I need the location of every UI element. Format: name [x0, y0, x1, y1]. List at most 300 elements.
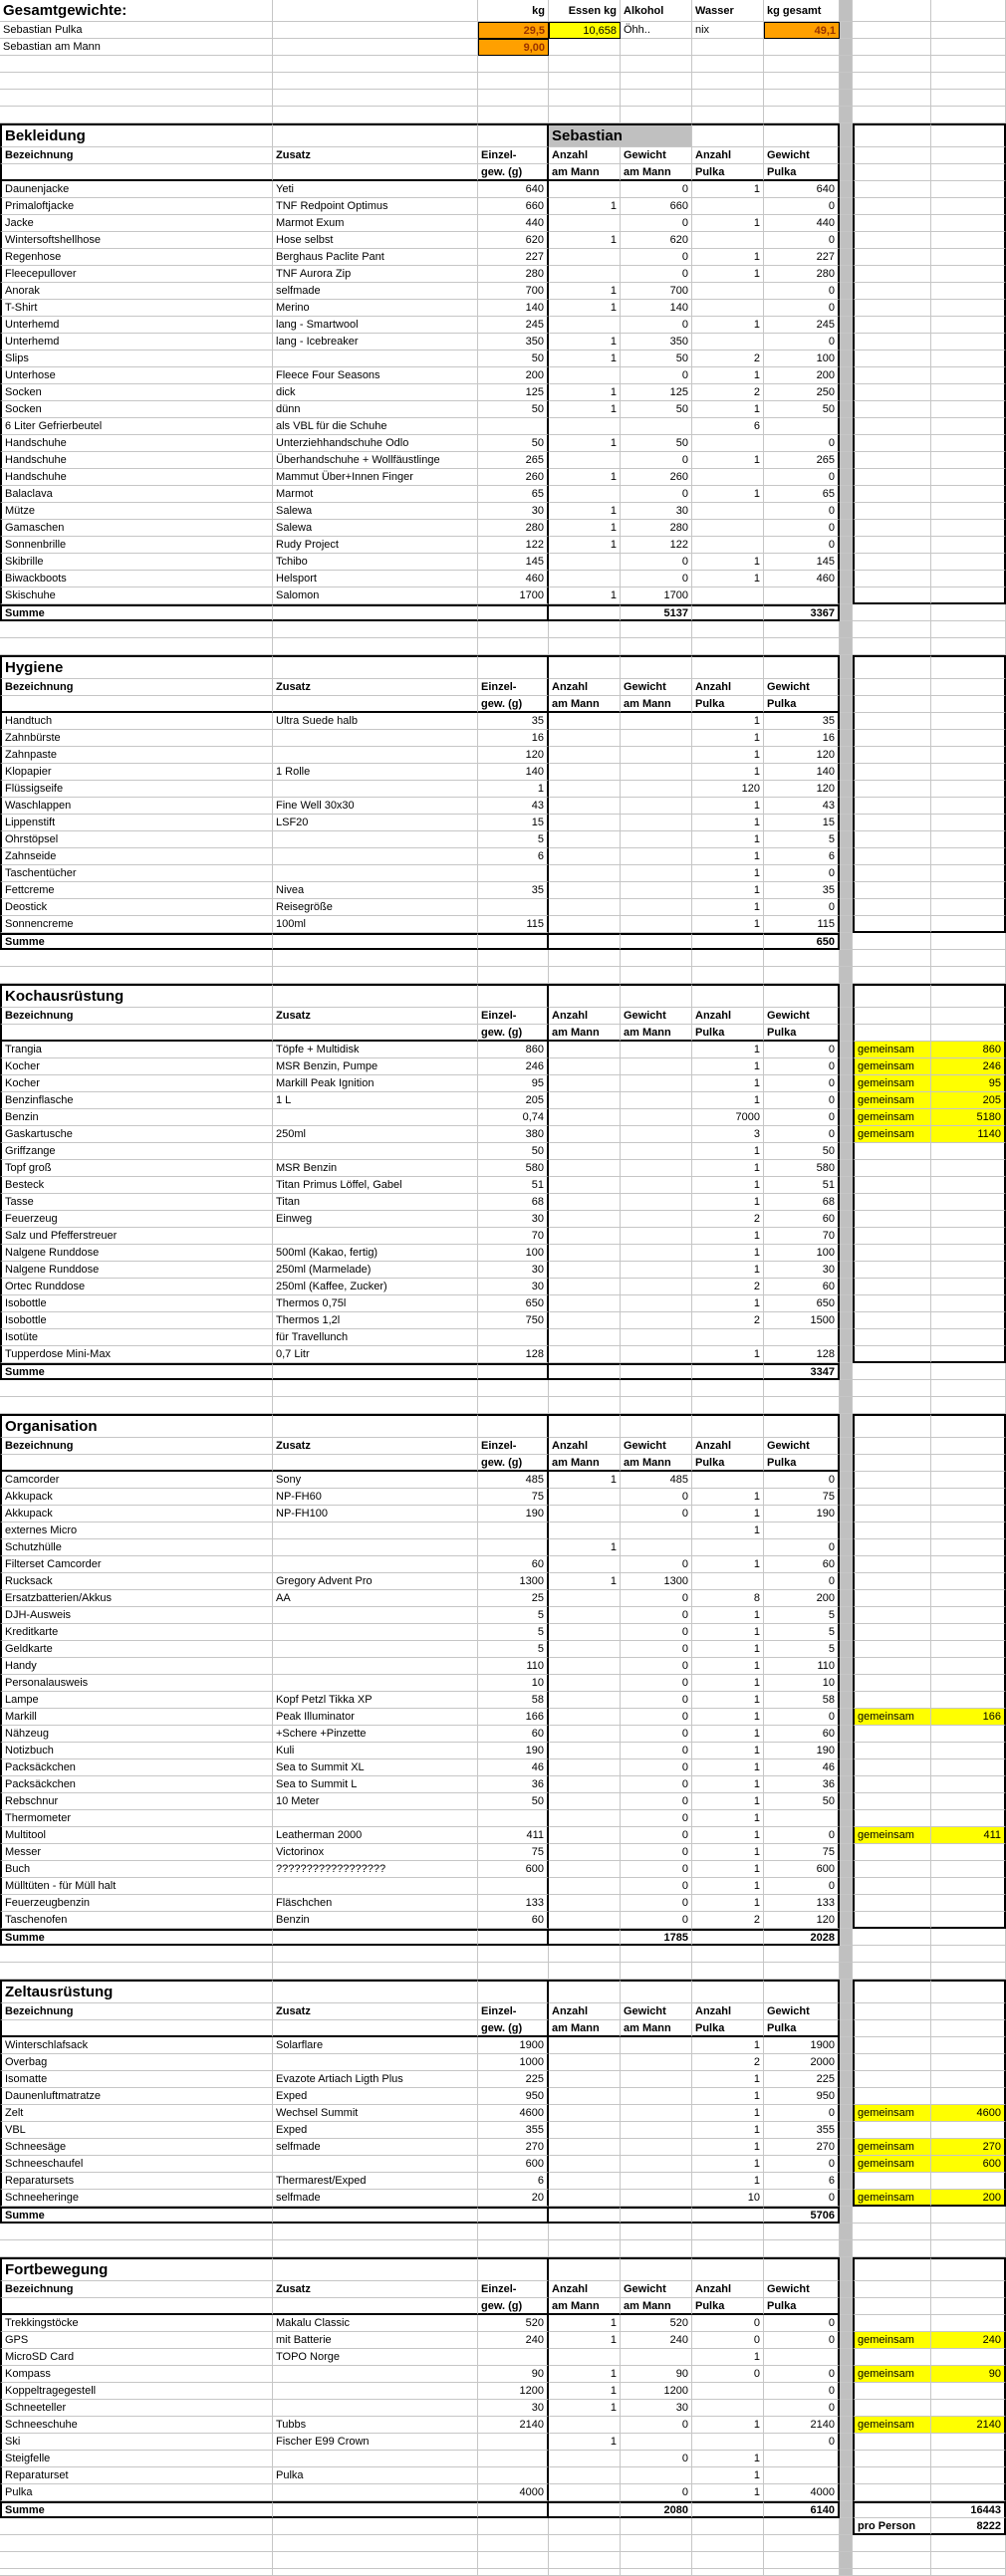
empty-cell[interactable] — [931, 865, 1006, 882]
spacer-col-cell[interactable] — [840, 2257, 853, 2281]
column-header-bezeichnung[interactable] — [0, 2020, 273, 2037]
item-einzelgew-cell[interactable]: 60 — [478, 1726, 549, 1743]
item-zusatz-cell[interactable]: Salewa — [273, 520, 478, 537]
spacer-col-cell[interactable] — [840, 713, 853, 730]
empty-cell[interactable] — [931, 848, 1006, 865]
item-anzahl-pulka-cell[interactable]: 1 — [692, 2173, 764, 2190]
empty-cell[interactable] — [931, 147, 1006, 164]
essen-kg-value-cell[interactable] — [549, 39, 621, 56]
item-einzelgew-cell[interactable]: 50 — [478, 1143, 549, 1160]
empty-cell[interactable] — [931, 2400, 1006, 2417]
pro-person-label-cell[interactable]: pro Person — [853, 2518, 931, 2535]
item-name-cell[interactable]: Ski — [0, 2434, 273, 2451]
item-zusatz-cell[interactable]: Exped — [273, 2088, 478, 2105]
item-anzahl-pulka-cell[interactable]: 1 — [692, 882, 764, 899]
item-anzahl-am-mann-cell[interactable] — [549, 1743, 621, 1759]
empty-cell[interactable] — [853, 317, 931, 334]
spacer-col-cell[interactable] — [840, 2535, 853, 2552]
item-gewicht-am-mann-cell[interactable]: 0 — [621, 1607, 692, 1624]
empty-cell[interactable] — [853, 164, 931, 181]
spacer-col-cell[interactable] — [840, 2207, 853, 2224]
item-gewicht-am-mann-cell[interactable] — [621, 1126, 692, 1143]
empty-cell[interactable] — [931, 2349, 1006, 2366]
item-gewicht-pulka-cell[interactable] — [764, 418, 840, 435]
item-name-cell[interactable]: Pulka — [0, 2484, 273, 2501]
item-anzahl-am-mann-cell[interactable] — [549, 1522, 621, 1539]
empty-cell[interactable] — [853, 266, 931, 283]
spacer-col-cell[interactable] — [840, 1590, 853, 1607]
item-zusatz-cell[interactable]: selfmade — [273, 2190, 478, 2207]
item-name-cell[interactable]: Packsäckchen — [0, 1776, 273, 1793]
item-anzahl-am-mann-cell[interactable] — [549, 266, 621, 283]
item-anzahl-am-mann-cell[interactable] — [549, 815, 621, 831]
empty-cell[interactable] — [853, 604, 931, 621]
item-name-cell[interactable]: Rucksack — [0, 1573, 273, 1590]
item-einzelgew-cell[interactable]: 75 — [478, 1844, 549, 1861]
empty-cell[interactable] — [931, 1556, 1006, 1573]
item-einzelgew-cell[interactable]: 380 — [478, 1126, 549, 1143]
empty-cell[interactable] — [931, 747, 1006, 764]
column-header-zusatz[interactable]: Zusatz — [273, 1438, 478, 1455]
item-gewicht-am-mann-cell[interactable]: 0 — [621, 1793, 692, 1810]
item-zusatz-cell[interactable] — [273, 1522, 478, 1539]
spacer-col-cell[interactable] — [840, 90, 853, 107]
item-zusatz-cell[interactable]: Fleece Four Seasons — [273, 367, 478, 384]
empty-cell[interactable] — [853, 384, 931, 401]
spacer-col-cell[interactable] — [840, 2501, 853, 2518]
spacer-col-cell[interactable] — [840, 435, 853, 452]
item-zusatz-cell[interactable]: 250ml (Kaffee, Zucker) — [273, 1279, 478, 1295]
item-anzahl-am-mann-cell[interactable] — [549, 2037, 621, 2054]
empty-cell[interactable] — [853, 2383, 931, 2400]
item-gewicht-am-mann-cell[interactable]: 140 — [621, 300, 692, 317]
item-einzelgew-cell[interactable]: 950 — [478, 2088, 549, 2105]
empty-cell[interactable] — [273, 123, 478, 147]
item-anzahl-pulka-cell[interactable]: 1 — [692, 1075, 764, 1092]
item-gewicht-am-mann-cell[interactable] — [621, 2434, 692, 2451]
item-name-cell[interactable]: Handtuch — [0, 713, 273, 730]
item-name-cell[interactable]: Trangia — [0, 1042, 273, 1058]
item-name-cell[interactable]: Kocher — [0, 1058, 273, 1075]
item-zusatz-cell[interactable]: Evazote Artiach Ligth Plus — [273, 2071, 478, 2088]
item-name-cell[interactable]: Fleecepullover — [0, 266, 273, 283]
item-gewicht-pulka-cell[interactable]: 140 — [764, 764, 840, 781]
item-gewicht-pulka-cell[interactable]: 0 — [764, 1539, 840, 1556]
empty-cell[interactable] — [0, 950, 273, 967]
gemeinsam-cell[interactable]: gemeinsam — [853, 1827, 931, 1844]
empty-cell[interactable] — [273, 984, 478, 1008]
empty-cell[interactable] — [853, 2071, 931, 2088]
empty-cell[interactable] — [853, 848, 931, 865]
spacer-col-cell[interactable] — [840, 1472, 853, 1489]
item-anzahl-pulka-cell[interactable] — [692, 503, 764, 520]
item-name-cell[interactable]: Unterhose — [0, 367, 273, 384]
empty-cell[interactable] — [853, 2207, 931, 2224]
column-header-anzahl-pulka[interactable]: Pulka — [692, 164, 764, 181]
item-gewicht-pulka-cell[interactable]: 1500 — [764, 1312, 840, 1329]
empty-cell[interactable] — [931, 679, 1006, 696]
item-gewicht-pulka-cell[interactable]: 100 — [764, 1245, 840, 1262]
empty-cell[interactable] — [853, 1861, 931, 1878]
item-einzelgew-cell[interactable]: 640 — [478, 181, 549, 198]
item-gewicht-pulka-cell[interactable]: 280 — [764, 266, 840, 283]
item-gewicht-pulka-cell[interactable] — [764, 1329, 840, 1346]
item-einzelgew-cell[interactable]: 0,74 — [478, 1109, 549, 1126]
item-einzelgew-cell[interactable]: 90 — [478, 2366, 549, 2383]
item-gewicht-am-mann-cell[interactable]: 0 — [621, 1658, 692, 1675]
item-gewicht-pulka-cell[interactable]: 0 — [764, 1709, 840, 1726]
item-gewicht-pulka-cell[interactable]: 200 — [764, 1590, 840, 1607]
empty-cell[interactable] — [549, 933, 621, 950]
empty-cell[interactable] — [692, 73, 764, 90]
item-anzahl-am-mann-cell[interactable]: 1 — [549, 232, 621, 249]
item-gewicht-am-mann-cell[interactable]: 0 — [621, 1912, 692, 1929]
empty-cell[interactable] — [478, 107, 549, 123]
item-name-cell[interactable]: Schneeteller — [0, 2400, 273, 2417]
item-anzahl-am-mann-cell[interactable] — [549, 1692, 621, 1709]
item-gewicht-am-mann-cell[interactable] — [621, 781, 692, 798]
item-zusatz-cell[interactable]: 250ml — [273, 1126, 478, 1143]
spacer-col-cell[interactable] — [840, 384, 853, 401]
item-name-cell[interactable]: Geldkarte — [0, 1641, 273, 1658]
empty-cell[interactable] — [853, 899, 931, 916]
column-header-einzelgew[interactable]: gew. (g) — [478, 164, 549, 181]
empty-cell[interactable] — [621, 56, 692, 73]
empty-cell[interactable] — [478, 604, 549, 621]
column-header-gewicht-pulka[interactable]: Gewicht — [764, 1008, 840, 1025]
empty-cell[interactable] — [478, 638, 549, 655]
spacer-col-cell[interactable] — [840, 815, 853, 831]
spacer-col-cell[interactable] — [840, 164, 853, 181]
spacer-col-cell[interactable] — [840, 1329, 853, 1346]
item-zusatz-cell[interactable] — [273, 1556, 478, 1573]
empty-cell[interactable] — [853, 798, 931, 815]
item-name-cell[interactable]: Biwackboots — [0, 571, 273, 587]
item-anzahl-pulka-cell[interactable]: 1 — [692, 1042, 764, 1058]
empty-cell[interactable] — [692, 2224, 764, 2240]
item-anzahl-pulka-cell[interactable]: 1 — [692, 181, 764, 198]
empty-cell[interactable] — [931, 1279, 1006, 1295]
item-anzahl-pulka-cell[interactable]: 1 — [692, 317, 764, 334]
empty-cell[interactable] — [764, 107, 840, 123]
item-anzahl-pulka-cell[interactable]: 1 — [692, 815, 764, 831]
empty-cell[interactable] — [931, 1143, 1006, 1160]
empty-cell[interactable] — [621, 638, 692, 655]
spacer-col-cell[interactable] — [840, 2281, 853, 2298]
empty-cell[interactable] — [273, 90, 478, 107]
person-name-cell[interactable]: Sebastian am Mann — [0, 39, 273, 56]
item-gewicht-am-mann-cell[interactable]: 1200 — [621, 2383, 692, 2400]
item-einzelgew-cell[interactable]: 520 — [478, 2315, 549, 2332]
empty-cell[interactable] — [931, 469, 1006, 486]
spacer-col-cell[interactable] — [840, 1143, 853, 1160]
empty-cell[interactable] — [273, 22, 478, 39]
item-gewicht-am-mann-cell[interactable] — [621, 1160, 692, 1177]
empty-cell[interactable] — [853, 2569, 931, 2576]
empty-cell[interactable] — [549, 2224, 621, 2240]
empty-cell[interactable] — [621, 1963, 692, 1980]
column-header-anzahl-pulka[interactable]: Anzahl — [692, 1438, 764, 1455]
empty-cell[interactable] — [853, 198, 931, 215]
item-anzahl-am-mann-cell[interactable] — [549, 418, 621, 435]
item-einzelgew-cell[interactable] — [478, 1810, 549, 1827]
item-gewicht-pulka-cell[interactable]: 460 — [764, 571, 840, 587]
item-zusatz-cell[interactable]: Unterziehhandschuhe Odlo — [273, 435, 478, 452]
spacer-col-cell[interactable] — [840, 283, 853, 300]
item-name-cell[interactable]: Kreditkarte — [0, 1624, 273, 1641]
item-einzelgew-cell[interactable]: 205 — [478, 1092, 549, 1109]
empty-cell[interactable] — [0, 73, 273, 90]
item-zusatz-cell[interactable]: Helsport — [273, 571, 478, 587]
empty-cell[interactable] — [931, 1895, 1006, 1912]
empty-cell[interactable] — [853, 2467, 931, 2484]
item-anzahl-pulka-cell[interactable]: 1 — [692, 899, 764, 916]
item-anzahl-pulka-cell[interactable] — [692, 283, 764, 300]
item-einzelgew-cell[interactable]: 246 — [478, 1058, 549, 1075]
spacer-col-cell[interactable] — [840, 1058, 853, 1075]
item-zusatz-cell[interactable]: TNF Redpoint Optimus — [273, 198, 478, 215]
item-anzahl-am-mann-cell[interactable] — [549, 1675, 621, 1692]
item-zusatz-cell[interactable] — [273, 781, 478, 798]
item-gewicht-am-mann-cell[interactable] — [621, 2105, 692, 2122]
spacer-col-cell[interactable] — [840, 2315, 853, 2332]
item-zusatz-cell[interactable]: Kopf Petzl Tikka XP — [273, 1692, 478, 1709]
item-gewicht-pulka-cell[interactable]: 0 — [764, 2156, 840, 2173]
item-einzelgew-cell[interactable]: 25 — [478, 1590, 549, 1607]
empty-cell[interactable] — [853, 1143, 931, 1160]
empty-cell[interactable] — [931, 2037, 1006, 2054]
item-gewicht-pulka-cell[interactable]: 265 — [764, 452, 840, 469]
empty-cell[interactable] — [764, 655, 840, 679]
spacer-col-cell[interactable] — [840, 1743, 853, 1759]
empty-cell[interactable] — [931, 537, 1006, 554]
item-name-cell[interactable]: Packsäckchen — [0, 1759, 273, 1776]
spacer-col-cell[interactable] — [840, 1878, 853, 1895]
empty-cell[interactable] — [853, 1895, 931, 1912]
empty-cell[interactable] — [764, 2552, 840, 2569]
item-zusatz-cell[interactable] — [273, 2366, 478, 2383]
empty-cell[interactable] — [853, 747, 931, 764]
spacer-col-cell[interactable] — [840, 2451, 853, 2467]
column-header-zusatz[interactable]: Zusatz — [273, 679, 478, 696]
item-einzelgew-cell[interactable]: 128 — [478, 1346, 549, 1363]
empty-cell[interactable] — [931, 1414, 1006, 1438]
item-name-cell[interactable]: Skibrille — [0, 554, 273, 571]
item-gewicht-pulka-cell[interactable]: 0 — [764, 1058, 840, 1075]
column-header-anzahl-pulka[interactable]: Pulka — [692, 2298, 764, 2315]
empty-cell[interactable] — [273, 1414, 478, 1438]
item-name-cell[interactable]: Feuerzeugbenzin — [0, 1895, 273, 1912]
item-zusatz-cell[interactable] — [273, 1624, 478, 1641]
empty-cell[interactable] — [931, 1726, 1006, 1743]
column-header-einzelgew[interactable]: Einzel- — [478, 679, 549, 696]
item-anzahl-pulka-cell[interactable]: 1 — [692, 1776, 764, 1793]
spacer-col-cell[interactable] — [840, 1692, 853, 1709]
item-gewicht-am-mann-cell[interactable]: 260 — [621, 469, 692, 486]
empty-cell[interactable] — [273, 2240, 478, 2257]
item-anzahl-pulka-cell[interactable]: 0 — [692, 2315, 764, 2332]
item-anzahl-pulka-cell[interactable]: 1 — [692, 1346, 764, 1363]
empty-cell[interactable] — [273, 1946, 478, 1963]
empty-cell[interactable] — [931, 1008, 1006, 1025]
summe-gewicht-pulka-cell[interactable]: 5706 — [764, 2207, 840, 2224]
item-einzelgew-cell[interactable]: 115 — [478, 916, 549, 933]
empty-cell[interactable] — [853, 1329, 931, 1346]
item-zusatz-cell[interactable]: dick — [273, 384, 478, 401]
column-header-bezeichnung[interactable] — [0, 164, 273, 181]
empty-cell[interactable] — [853, 1641, 931, 1658]
item-gewicht-pulka-cell[interactable]: 200 — [764, 367, 840, 384]
item-anzahl-pulka-cell[interactable]: 1 — [692, 848, 764, 865]
item-anzahl-am-mann-cell[interactable] — [549, 1776, 621, 1793]
item-zusatz-cell[interactable]: 100ml — [273, 916, 478, 933]
item-anzahl-am-mann-cell[interactable]: 1 — [549, 2434, 621, 2451]
item-gewicht-am-mann-cell[interactable] — [621, 2139, 692, 2156]
item-zusatz-cell[interactable]: Thermos 0,75l — [273, 1295, 478, 1312]
section-title[interactable]: Organisation — [0, 1414, 273, 1438]
empty-cell[interactable] — [853, 831, 931, 848]
item-gewicht-pulka-cell[interactable]: 580 — [764, 1160, 840, 1177]
item-zusatz-cell[interactable]: 1 L — [273, 1092, 478, 1109]
empty-cell[interactable] — [478, 73, 549, 90]
empty-cell[interactable] — [853, 2003, 931, 2020]
empty-cell[interactable] — [853, 1556, 931, 1573]
item-name-cell[interactable]: Gaskartusche — [0, 1126, 273, 1143]
item-anzahl-am-mann-cell[interactable] — [549, 798, 621, 815]
spacer-col-cell[interactable] — [840, 1607, 853, 1624]
item-anzahl-pulka-cell[interactable]: 3 — [692, 1126, 764, 1143]
item-gewicht-pulka-cell[interactable]: 600 — [764, 1861, 840, 1878]
item-einzelgew-cell[interactable]: 5 — [478, 1641, 549, 1658]
item-anzahl-pulka-cell[interactable]: 1 — [692, 1245, 764, 1262]
spacer-col-cell[interactable] — [840, 452, 853, 469]
spacer-col-cell[interactable] — [840, 2332, 853, 2349]
item-anzahl-pulka-cell[interactable]: 1 — [692, 2467, 764, 2484]
empty-cell[interactable] — [478, 1963, 549, 1980]
spacer-col-cell[interactable] — [840, 181, 853, 198]
empty-cell[interactable] — [931, 2020, 1006, 2037]
item-anzahl-am-mann-cell[interactable] — [549, 916, 621, 933]
item-gewicht-pulka-cell[interactable]: 60 — [764, 1726, 840, 1743]
column-header-anzahl-pulka[interactable]: Pulka — [692, 696, 764, 713]
item-zusatz-cell[interactable] — [273, 1641, 478, 1658]
item-name-cell[interactable]: Taschentücher — [0, 865, 273, 882]
item-name-cell[interactable]: Benzin — [0, 1109, 273, 1126]
item-gewicht-am-mann-cell[interactable]: 0 — [621, 215, 692, 232]
item-anzahl-pulka-cell[interactable] — [692, 1573, 764, 1590]
empty-cell[interactable] — [273, 2224, 478, 2240]
top-col-header-kg[interactable]: kg — [478, 0, 549, 22]
column-header-anzahl-am-mann[interactable]: am Mann — [549, 1455, 621, 1472]
item-anzahl-pulka-cell[interactable] — [692, 469, 764, 486]
item-zusatz-cell[interactable]: 10 Meter — [273, 1793, 478, 1810]
empty-cell[interactable] — [478, 2207, 549, 2224]
item-gewicht-pulka-cell[interactable]: 1900 — [764, 2037, 840, 2054]
item-einzelgew-cell[interactable]: 30 — [478, 1262, 549, 1279]
empty-cell[interactable] — [853, 1279, 931, 1295]
item-anzahl-am-mann-cell[interactable] — [549, 899, 621, 916]
item-gewicht-pulka-cell[interactable]: 43 — [764, 798, 840, 815]
spacer-col-cell[interactable] — [840, 571, 853, 587]
item-gewicht-pulka-cell[interactable]: 133 — [764, 1895, 840, 1912]
item-anzahl-pulka-cell[interactable]: 1 — [692, 2484, 764, 2501]
item-anzahl-pulka-cell[interactable] — [692, 537, 764, 554]
column-header-anzahl-am-mann[interactable]: am Mann — [549, 2020, 621, 2037]
empty-cell[interactable] — [931, 984, 1006, 1008]
item-zusatz-cell[interactable]: lang - Icebreaker — [273, 334, 478, 351]
column-header-gewicht-am-mann[interactable]: am Mann — [621, 1455, 692, 1472]
spacer-col-cell[interactable] — [840, 1522, 853, 1539]
empty-cell[interactable] — [853, 300, 931, 317]
empty-cell[interactable] — [931, 90, 1006, 107]
empty-cell[interactable] — [853, 1726, 931, 1743]
spacer-col-cell[interactable] — [840, 2298, 853, 2315]
spacer-col-cell[interactable] — [840, 2156, 853, 2173]
column-header-zusatz[interactable] — [273, 1455, 478, 1472]
spacer-col-cell[interactable] — [840, 147, 853, 164]
empty-cell[interactable] — [621, 984, 692, 1008]
item-gewicht-pulka-cell[interactable]: 440 — [764, 215, 840, 232]
item-zusatz-cell[interactable]: Titan — [273, 1194, 478, 1211]
column-header-anzahl-am-mann[interactable]: Anzahl — [549, 2003, 621, 2020]
item-gewicht-am-mann-cell[interactable]: 0 — [621, 1641, 692, 1658]
empty-cell[interactable] — [273, 967, 478, 984]
item-einzelgew-cell[interactable]: 95 — [478, 1075, 549, 1092]
item-zusatz-cell[interactable]: Wechsel Summit — [273, 2105, 478, 2122]
empty-cell[interactable] — [853, 638, 931, 655]
item-anzahl-pulka-cell[interactable]: 8 — [692, 1590, 764, 1607]
column-header-gewicht-am-mann[interactable]: am Mann — [621, 2020, 692, 2037]
spacer-col-cell[interactable] — [840, 2383, 853, 2400]
empty-cell[interactable] — [853, 950, 931, 967]
item-gewicht-pulka-cell[interactable]: 0 — [764, 283, 840, 300]
item-gewicht-am-mann-cell[interactable]: 0 — [621, 1895, 692, 1912]
empty-cell[interactable] — [931, 1963, 1006, 1980]
item-gewicht-pulka-cell[interactable]: 120 — [764, 1912, 840, 1929]
item-zusatz-cell[interactable]: Reisegröße — [273, 899, 478, 916]
item-gewicht-am-mann-cell[interactable]: 520 — [621, 2315, 692, 2332]
spacer-col-cell[interactable] — [840, 1506, 853, 1522]
item-zusatz-cell[interactable]: Salewa — [273, 503, 478, 520]
empty-cell[interactable] — [931, 2535, 1006, 2552]
empty-cell[interactable] — [931, 300, 1006, 317]
item-name-cell[interactable]: Zahnbürste — [0, 730, 273, 747]
empty-cell[interactable] — [931, 655, 1006, 679]
column-header-gewicht-pulka[interactable]: Pulka — [764, 696, 840, 713]
empty-cell[interactable] — [692, 2552, 764, 2569]
empty-cell[interactable] — [853, 2552, 931, 2569]
column-header-anzahl-pulka[interactable]: Pulka — [692, 1455, 764, 1472]
empty-cell[interactable] — [853, 2054, 931, 2071]
item-zusatz-cell[interactable]: Peak Illuminator — [273, 1709, 478, 1726]
item-name-cell[interactable]: Sonnencreme — [0, 916, 273, 933]
empty-cell[interactable] — [853, 2257, 931, 2281]
empty-cell[interactable] — [931, 1472, 1006, 1489]
spacer-col-cell[interactable] — [840, 1438, 853, 1455]
gemeinsam-cell[interactable]: gemeinsam — [853, 2156, 931, 2173]
empty-cell[interactable] — [273, 1963, 478, 1980]
item-zusatz-cell[interactable]: Benzin — [273, 1912, 478, 1929]
item-name-cell[interactable]: Handschuhe — [0, 435, 273, 452]
item-anzahl-am-mann-cell[interactable] — [549, 1759, 621, 1776]
item-anzahl-am-mann-cell[interactable] — [549, 1312, 621, 1329]
top-col-header-essen[interactable]: Essen kg — [549, 0, 621, 22]
empty-cell[interactable] — [931, 2315, 1006, 2332]
item-zusatz-cell[interactable]: selfmade — [273, 283, 478, 300]
empty-cell[interactable] — [853, 232, 931, 249]
item-gewicht-am-mann-cell[interactable] — [621, 1211, 692, 1228]
item-einzelgew-cell[interactable]: 50 — [478, 401, 549, 418]
